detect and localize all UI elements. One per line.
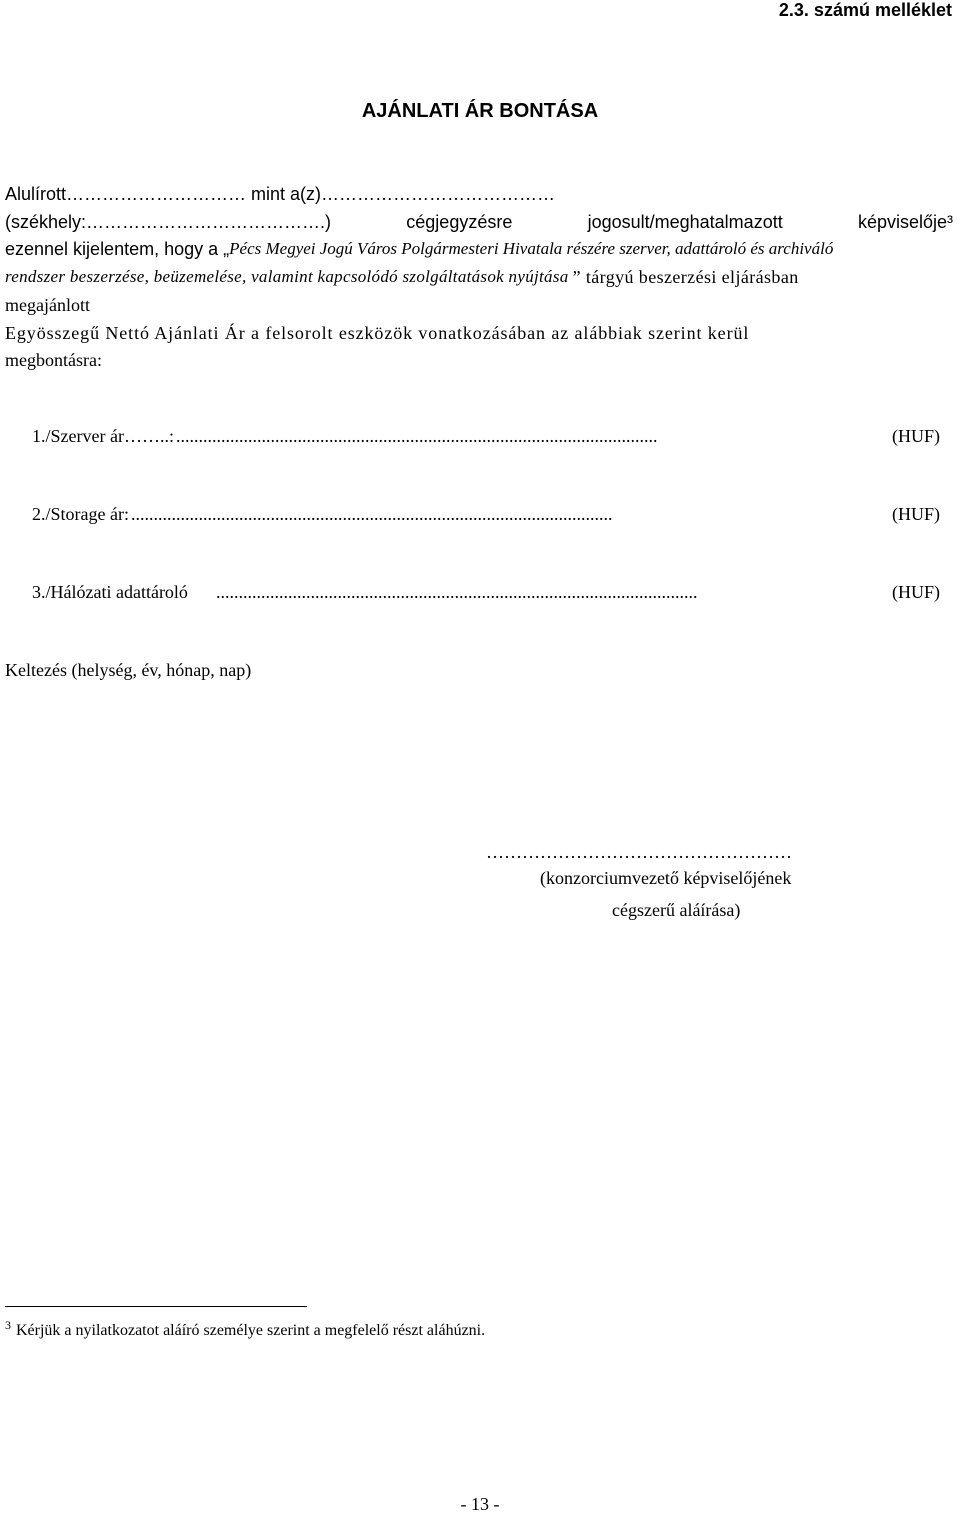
intro-text: ” tárgyú beszerzési eljárásban: [572, 267, 799, 287]
price-row-server: [32, 426, 940, 447]
price-row-storage: [32, 504, 940, 525]
project-title-part: rendszer beszerzése, beüzemelése, valamint kapcsolódó szolgáltatások nyújtása: [5, 267, 569, 286]
intro-text: Alulírott………………………… mint a(z)…………………………………: [5, 184, 556, 204]
project-title-part: Pécs Megyei Jogú Város Polgármesteri Hivatala részére szerver, adattároló és archiváló: [229, 239, 834, 258]
intro-text: Egyösszegű Nettó Ajánlati Ár a felsorolt eszközök vonatkozásában az alábbiak szerint kerül: [5, 323, 750, 343]
intro-line-1: [5, 183, 953, 205]
intro-text: megajánlott: [5, 295, 90, 315]
currency-label: (HUF): [892, 504, 940, 524]
intro-text: cégjegyzésre: [406, 212, 513, 232]
intro-line-3: [5, 238, 953, 260]
footnote-separator: [5, 1306, 307, 1307]
signature-caption-2: cégszerű aláírása): [612, 900, 741, 920]
intro-text: ezennel kijelentem, hogy a „: [5, 239, 230, 259]
date-place-label: Keltezés (helység, év, hónap, nap): [5, 660, 252, 680]
currency-label: (HUF): [892, 582, 940, 602]
price-label: 3./Hálózati adattároló: [32, 582, 188, 602]
price-label: 2./Storage ár:: [32, 504, 129, 524]
intro-text: képviselője³: [857, 212, 953, 232]
price-row-network-storage: [32, 582, 940, 603]
intro-text: (székhely:………………………………….): [5, 212, 332, 232]
intro-line-4: [5, 266, 953, 288]
intro-line-6: [5, 322, 953, 344]
fill-dots: ...........................................................................................................: [175, 426, 658, 446]
fill-dots: ...........................................................................................................: [130, 504, 613, 524]
price-label: 1./Szerver ár……..:: [32, 426, 174, 446]
page-number: - 13 -: [460, 1494, 500, 1514]
fill-dots: ...........................................................................................................: [215, 582, 698, 602]
page-title: AJÁNLATI ÁR BONTÁSA: [361, 100, 599, 122]
footnote-text: Kérjük a nyilatkozatot aláíró személye szerint a megfelelő részt aláhúzni.: [16, 1322, 486, 1339]
annex-label: 2.3. számú melléklet: [778, 0, 952, 20]
footnote-number: 3: [5, 1318, 11, 1332]
signature-line: ……………………………………………: [486, 842, 792, 862]
intro-text: megbontásra:: [5, 350, 102, 370]
intro-text: jogosult/meghatalmazott: [587, 212, 783, 232]
intro-line-2: [5, 211, 953, 233]
signature-caption-1: (konzorciumvezető képviselőjének: [540, 868, 792, 888]
currency-label: (HUF): [892, 426, 940, 446]
intro-line-5: [5, 294, 953, 316]
intro-line-7: [5, 349, 953, 371]
